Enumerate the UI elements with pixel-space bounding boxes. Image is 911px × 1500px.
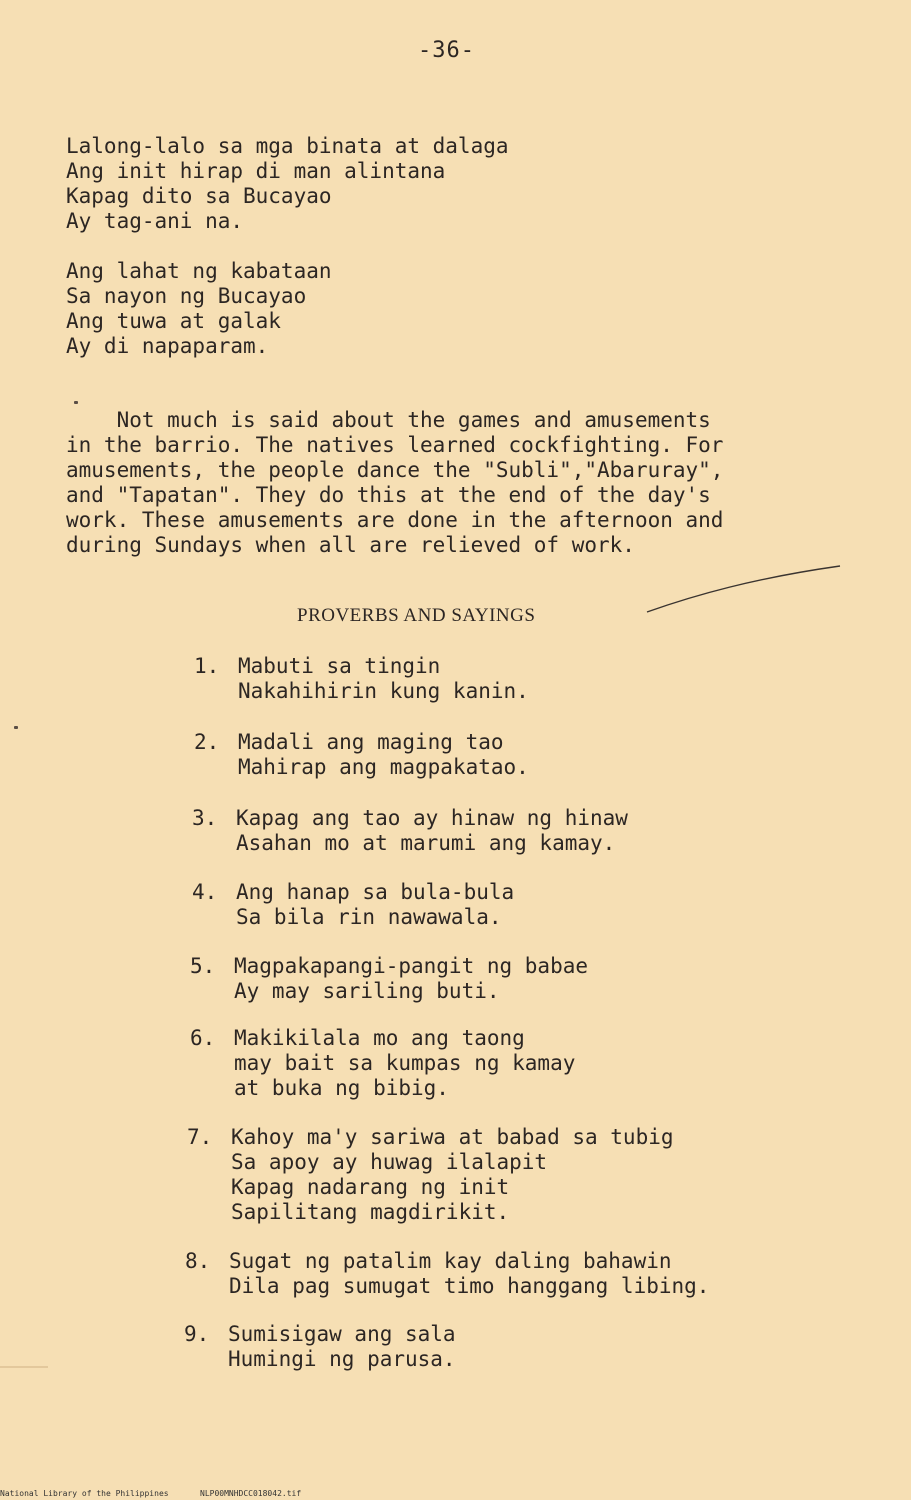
paragraph-line: during Sundays when all are relieved of work. [66, 533, 635, 557]
page-number: -36- [418, 38, 475, 63]
proverb-line: Asahan mo at marumi ang kamay. [236, 831, 616, 855]
stanza-line: Ay di napaparam. [66, 334, 269, 358]
paragraph-line: and "Tapatan". They do this at the end of the day's [66, 483, 711, 507]
poem-stanza-2 [66, 259, 332, 359]
paragraph-line: work. These amusements are done in the afternoon and [66, 508, 724, 532]
proverb-line: Kahoy ma'y sariwa at babad sa tubig [231, 1125, 674, 1149]
speck-mark [74, 401, 78, 404]
proverb-line: Sa apoy ay huwag ilalapit [231, 1150, 548, 1174]
proverb-line: Sa bila rin nawawala. [236, 905, 502, 929]
proverb-line: Kapag ang tao ay hinaw ng hinaw [236, 806, 628, 830]
stanza-line: Ay tag-ani na. [66, 209, 244, 233]
proverb-line: Sugat ng patalim kay daling bahawin [229, 1249, 672, 1273]
paragraph-line: Not much is said about the games and amusements [66, 408, 711, 432]
proverb-line: may bait sa kumpas ng kamay [234, 1051, 576, 1075]
proverb-number: 6. [190, 1026, 216, 1050]
proverb-line: Dila pag sumugat timo hanggang libing. [229, 1274, 710, 1298]
footer-filename: NLP00MNHDCC018042.tif [200, 1489, 302, 1498]
stanza-line: Kapag dito sa Bucayao [66, 184, 332, 208]
stanza-line: Sa nayon ng Bucayao [66, 284, 307, 308]
proverb-line: Kapag nadarang ng init [231, 1175, 510, 1199]
stanza-line: Lalong-lalo sa mga binata at dalaga [66, 134, 509, 158]
stanza-line: Ang tuwa at galak [66, 309, 281, 333]
proverb-number: 8. [185, 1249, 211, 1273]
proverb-number: 7. [187, 1125, 213, 1149]
proverb-line: Humingi ng parusa. [228, 1347, 456, 1371]
proverb-number: 4. [192, 880, 218, 904]
proverb-line: Makikilala mo ang taong [234, 1026, 525, 1050]
proverb-number: 9. [184, 1322, 210, 1346]
proverb-number: 2. [194, 730, 220, 754]
proverb-number: 5. [190, 954, 216, 978]
pen-stroke-mark [645, 560, 845, 620]
proverb-line: Madali ang maging tao [238, 730, 504, 754]
amusements-paragraph [66, 408, 836, 558]
proverb-line: Magpakapangi-pangit ng babae [234, 954, 589, 978]
footer-library: National Library of the Philippines [0, 1489, 169, 1498]
paper-edge-mark [0, 1366, 48, 1368]
proverb-line: Sumisigaw ang sala [228, 1322, 456, 1346]
stanza-line: Ang init hirap di man alintana [66, 159, 446, 183]
proverb-line: Sapilitang magdirikit. [231, 1200, 510, 1224]
scan-footer [0, 1489, 302, 1498]
proverb-number: 3. [192, 806, 218, 830]
stanza-line: Ang lahat ng kabataan [66, 259, 332, 283]
paragraph-line: amusements, the people dance the "Subli","Abaruray", [66, 458, 724, 482]
paragraph-line: in the barrio. The natives learned cockfighting. For [66, 433, 724, 457]
proverb-line: Mahirap ang magpakatao. [238, 755, 529, 779]
proverb-number: 1. [194, 654, 220, 678]
proverb-line: Mabuti sa tingin [238, 654, 441, 678]
proverb-line: at buka ng bibig. [234, 1076, 449, 1100]
proverb-line: Nakahihirin kung kanin. [238, 679, 529, 703]
poem-stanza-1 [66, 134, 509, 234]
proverb-line: Ang hanap sa bula-bula [236, 880, 515, 904]
speck-mark [14, 726, 18, 729]
proverb-line: Ay may sariling buti. [234, 979, 500, 1003]
section-heading: PROVERBS AND SAYINGS [297, 605, 536, 626]
